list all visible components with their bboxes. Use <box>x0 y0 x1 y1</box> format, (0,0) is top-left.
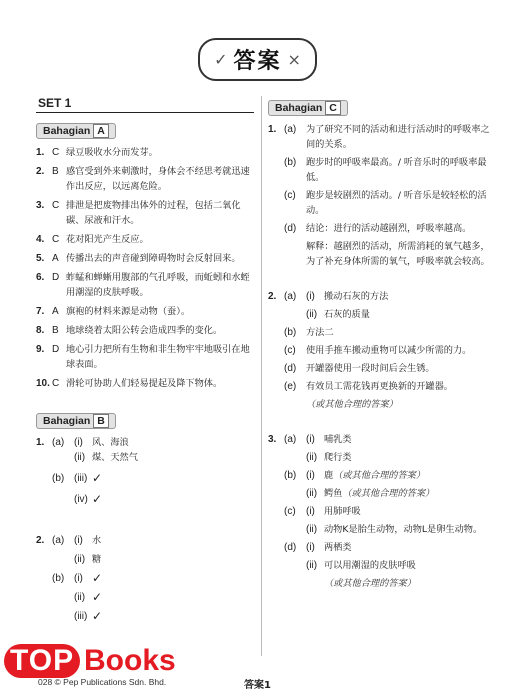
section-c-label: Bahagian <box>275 102 323 114</box>
section-a-list <box>36 145 254 391</box>
section-c-letter: C <box>325 101 341 115</box>
section-c-question-2: 2. (a) (i) 搬动石灰的方法 (ii) 石灰的质量 (b) 方法二 (c) 使用手推车搬动重物可以减少所需的力。 (d) 开罐器使用一段时间后会生锈。 (e) 有效员工需花钱再更换新的开罐器。 （或其他合理的答案） <box>268 291 472 410</box>
set-label: SET 1 <box>38 96 72 110</box>
check-icon: ✓ <box>214 50 228 69</box>
list-item: 7. A 旗袍的材料来源是动物（蚕）。 <box>36 306 191 317</box>
list-item: 1. C 绿豆吸收水分而发芽。 <box>36 147 158 158</box>
list-item: 2. B 感官受到外来刺激时，身体会不经思考就迅速作出反应，以远离危险。 <box>36 166 250 192</box>
list-item: 6. D 蚱蜢和蝉蜥用腹部的气孔呼吸，而蚯蚓和水蛭用潮湿的皮肤呼吸。 <box>36 272 250 298</box>
tick-icon: ✓ <box>92 590 103 604</box>
list-item: 5. A 传播出去的声音碰到障碍物时会反射回来。 <box>36 253 241 264</box>
list-item: 3. C 排泄是把废物排出体外的过程，包括二氧化碳、尿液和汗水。 <box>36 200 241 226</box>
list-item: 10. C 滑轮可协助人们轻易提起及降下物体。 <box>36 378 223 389</box>
tick-icon: ✓ <box>92 492 103 506</box>
page-number: 答案1 <box>244 680 271 691</box>
title-badge <box>198 38 317 81</box>
section-c-question-3: 3. (a) (i) 哺乳类 (ii) 爬行类 (b) (i) 鹿（或其他合理的答案） (ii) 鳄鱼（或其他合理的答案） (c) (i) 用肺呼吸 (ii) 动物K是胎生动物，动物L是卵生动物。 (d) (i) 两栖类 (ii) 可以用潮湿的皮肤呼吸 （或其他合理的答案） <box>268 434 483 589</box>
section-c-question-1: 1. (a) 为了研究不同的活动和进行活动时的呼吸率之间的关系。 (b) 跑步时的呼吸率最高。/ 听音乐时的呼吸率最低。 (c) 跑步是较剧烈的活动。/ 听音乐是较轻松的活动。 (d) 结论：进行的活动越剧烈，呼吸率越高。 解释：越剧烈的活动，所需消耗的氧气越多，为了补充身体所需的氧气，呼吸率就会较高。 <box>268 124 490 267</box>
tick-icon: ✓ <box>92 571 103 585</box>
logo-top: TOP <box>4 644 80 678</box>
section-c-heading <box>268 100 348 116</box>
left-column <box>36 96 254 624</box>
section-b-heading <box>36 413 116 429</box>
title-area <box>0 38 515 81</box>
right-column <box>268 96 490 591</box>
logo-books: Books <box>84 644 176 677</box>
section-b-question-1: 1. (a) (i) 风、海浪 (ii) 煤、天然气 (b) (iii) ✓ (iv) ✓ <box>36 435 254 507</box>
copyright-text: 028 © Pep Publications Sdn. Bhd. <box>38 677 167 687</box>
column-divider <box>261 96 262 656</box>
list-item: 9. D 地心引力把所有生物和非生物牢牢地吸引在地球表面。 <box>36 344 250 370</box>
section-a-letter: A <box>93 124 109 138</box>
cross-icon: × <box>287 50 301 69</box>
page-title: 答案 <box>233 49 282 74</box>
list-item: 8. B 地球绕着太阳公转会造成四季的变化。 <box>36 325 223 336</box>
tick-icon: ✓ <box>92 471 103 485</box>
section-b-letter: B <box>93 414 109 428</box>
section-b-question-2: 2. (a) (i) 水 (ii) 糖 (b) (i) ✓ (ii) ✓ (iii) ✓ <box>36 533 254 624</box>
section-b-label: Bahagian <box>43 415 91 427</box>
set-rule <box>36 112 254 113</box>
section-a-label: Bahagian <box>43 125 91 137</box>
list-item: 4. C 花对阳光产生反应。 <box>36 234 149 245</box>
tick-icon: ✓ <box>92 609 103 623</box>
section-a-heading <box>36 123 116 139</box>
